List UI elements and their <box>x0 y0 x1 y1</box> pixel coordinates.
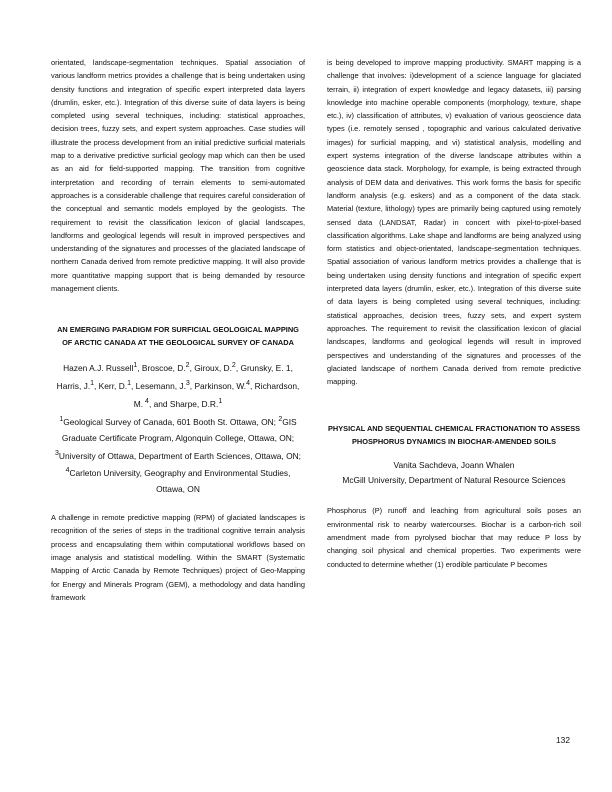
abstract-paragraph: Phosphorus (P) runoff and leaching from agricultural soils poses an environmental risk to nearby watercourses. Biochar is a carbon-rich soil amendment made from pyrolysed biochar that may reduce P loss by changing soil physical and chemical properties. Two experiments were conducted to determine whether (1) erodible particulate P becomes <box>327 506 581 569</box>
abstract-title: AN EMERGING PARADIGM FOR SURFICIAL GEOLOGICAL MAPPING OF ARCTIC CANADA AT THE GEOLOGICAL SURVEY OF CANADA <box>57 325 299 348</box>
abstract-paragraph: is being developed to improve mapping productivity. SMART mapping is a challenge that involves: i)development of a science language for glaciated terrain, ii) integration of expert knowledge and legacy datasets, iii) parsing knowledge into machine operable components (morphology, texture, shape etc.), iv) classification of attributes, v) evaluation of various geoscience data types (i.e. remotely sensed , topographic and various calculated derivative images) for surficial mapping, and vi) statistical analysis, modelling and expert systems integration of the diverse landscape attributes within a geoscience data stack. Morphology, for example, is being extracted through analysis of DEM data and derivatives. This work forms the basis for specific landform analysis (e.g. eskers) and as a component of the data stack. Material (texture, lithology) types are primarily being captured using remotely sensed data (LANDSAT, Radar) in concert with pixel-to-pixel-based classification algorithms. Lake shape and landforms are being analyzed using form statistics and object-orientated, landscape-segmentation techniques. Spatial association of various landform metrics provides a challenge that is being undertaken using density functions and integration of specific expert interpreted data layers (drumlin, esker, etc.). Integration of this diverse suite of data layers is being completed using several techniques, including: statistical approaches, decision trees, fuzzy sets, and expert system approaches. The requirement to revisit the classification lexicon of glacial landscapes, landforms and geological legends will result in improved perspectives and understanding of the signatures and processes of the glaciated landscape of northern Canada derived from remote predictive mapping. <box>327 58 581 387</box>
author-list: Hazen A.J. Russell$^1$, Broscoe, D.$^2$, Giroux, D.$^2$, Grunsky, E. 1, Harris, J.$^1$, Kerr, D.$^1$, Lesemann, J.$^3$, Parkinson, W.$^4$, Richardson, M. $^4$, and Sharpe, D.R.$^1$ <box>56 362 300 409</box>
left-column <box>51 56 305 604</box>
author: Hazen A.J. Russell <box>63 363 134 374</box>
abstract-paragraph: A challenge in remote predictive mapping (RPM) of glaciated landscapes is recognition of the series of steps in the traditional cognitive terrain analysis process and encapsulating them within computational workflows based on image analysis and statistical modelling. Within the SMART (Systematic Mapping of Arctic Canada by Remote Techniques) project of Geo-Mapping for Energy and Minerals Program (GEM), a methodology and data handling framework <box>51 513 305 602</box>
page-number: 132 <box>556 735 570 745</box>
right-column <box>327 56 581 571</box>
affiliation-list: $^1$Geological Survey of Canada, 601 Booth St. Ottawa, ON; $^2$GIS Graduate Certificate Program, Algonquin College, Ottawa, ON; $^3$University of Ottawa, Department of Earth Sciences, Ottawa, ON; $^4$Carleton University, Geography and Environmental Studies, Ottawa, ON <box>55 415 301 495</box>
author-list: Vanita Sachdeva, Joann Whalen <box>393 460 515 471</box>
abstract-paragraph: orientated, landscape-segmentation techniques. Spatial association of various landform metrics provides a challenge that is being undertaken using density functions and integration of specific expert interpreted data layers (drumlin, esker, etc.). Integration of this diverse suite of data layers is being completed using several techniques, including: statistical approaches, decision trees, fuzzy sets, and expert system approaches. Case studies will illustrate the process development from an initial predictive surficial materials map to a derivative predictive surficial geology map which can then be used as an aid for field-supported mapping. The transition from cognitive interpretation and recording of terrain elements to semi-automated approaches is a considerable challenge that requires careful consideration of the conceptual and semantic models employed by the geologists. The requirement to revisit the classification lexicon of glacial landscapes, landforms and geological legends will result in improved perspectives and understanding of the signatures and processes of the glaciated landscape of northern Canada derived from remote predictive mapping. It will also provide more quantitative mapping support that is being demanded by resource management clients. <box>51 58 305 294</box>
affiliation: McGill University, Department of Natural Resource Sciences <box>342 475 566 486</box>
abstract-title: PHYSICAL AND SEQUENTIAL CHEMICAL FRACTIONATION TO ASSESS PHOSPHORUS DYNAMICS IN BIOCHAR-AMENDED SOILS <box>327 424 581 447</box>
